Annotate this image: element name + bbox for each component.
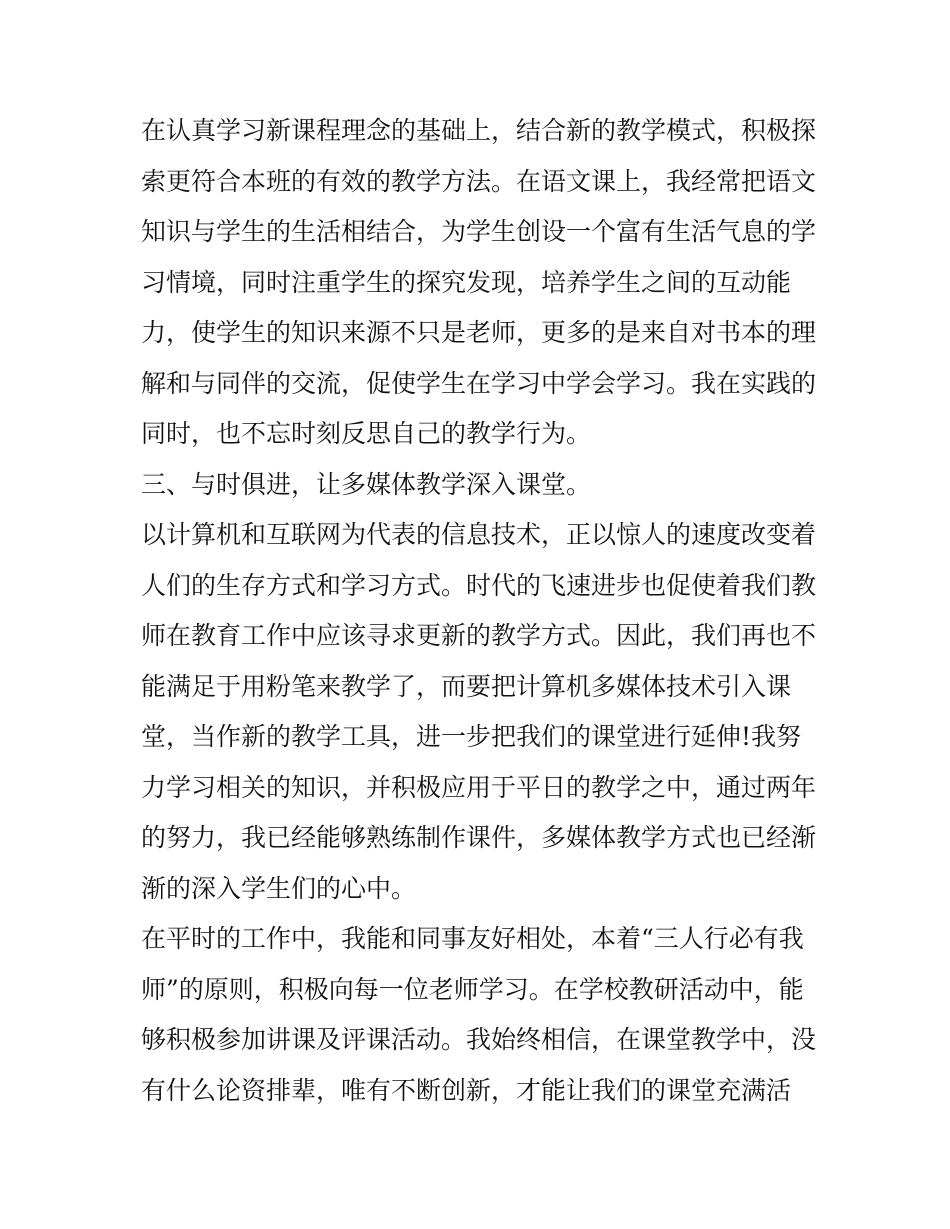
text-line: 力学习相关的知识，并积极应用于平日的教学之中，通过两年 bbox=[141, 772, 817, 802]
text-line: 师”的原则，积极向每一位老师学习。在学校教研活动中，能 bbox=[141, 974, 804, 1004]
text-line: 够积极参加讲课及评课活动。我始终相信，在课堂教学中，没 bbox=[141, 1025, 817, 1054]
text-line: 索更符合本班的有效的教学方法。在语文课上，我经常把语文 bbox=[141, 166, 817, 196]
text-line: 有什么论资排辈，唯有不断创新，才能让我们的课堂充满活 bbox=[141, 1075, 792, 1105]
text-line: 堂，当作新的教学工具，进一步把我们的课堂进行延伸!我努 bbox=[141, 722, 802, 751]
text-line: 力，使学生的知识来源不只是老师，更多的是来自对书本的理 bbox=[141, 318, 817, 347]
text-line: 同时，也不忘时刻反思自己的教学行为。 bbox=[141, 419, 592, 448]
text-line: 知识与学生的生活相结合，为学生创设一个富有生活气息的学 bbox=[141, 217, 817, 246]
text-line: 在平时的工作中，我能和同事友好相处，本着“三人行必有我 bbox=[141, 924, 804, 953]
body-text bbox=[141, 106, 821, 1116]
text-line: 习情境，同时注重学生的探究发现，培养学生之间的互动能 bbox=[141, 267, 792, 297]
text-line: 解和与同伴的交流，促使学生在学习中学会学习。我在实践的 bbox=[141, 368, 817, 398]
text-line: 渐的深入学生们的心中。 bbox=[141, 873, 417, 903]
text-line: 人们的生存方式和学习方式。时代的飞速进步也促使着我们教 bbox=[141, 570, 817, 600]
text-line: 师在教育工作中应该寻求更新的教学方式。因此，我们再也不 bbox=[141, 621, 817, 650]
text-line: 以计算机和互联网为代表的信息技术，正以惊人的速度改变着 bbox=[141, 520, 817, 549]
section-heading: 三、与时俱进，让多媒体教学深入课堂。 bbox=[141, 469, 592, 499]
text-line: 的努力，我已经能够熟练制作课件，多媒体教学方式也已经渐 bbox=[141, 823, 817, 852]
text-line: 在认真学习新课程理念的基础上，结合新的教学模式，积极探 bbox=[141, 116, 817, 145]
text-line: 能满足于用粉笔来教学了，而要把计算机多媒体技术引入课 bbox=[141, 671, 792, 701]
